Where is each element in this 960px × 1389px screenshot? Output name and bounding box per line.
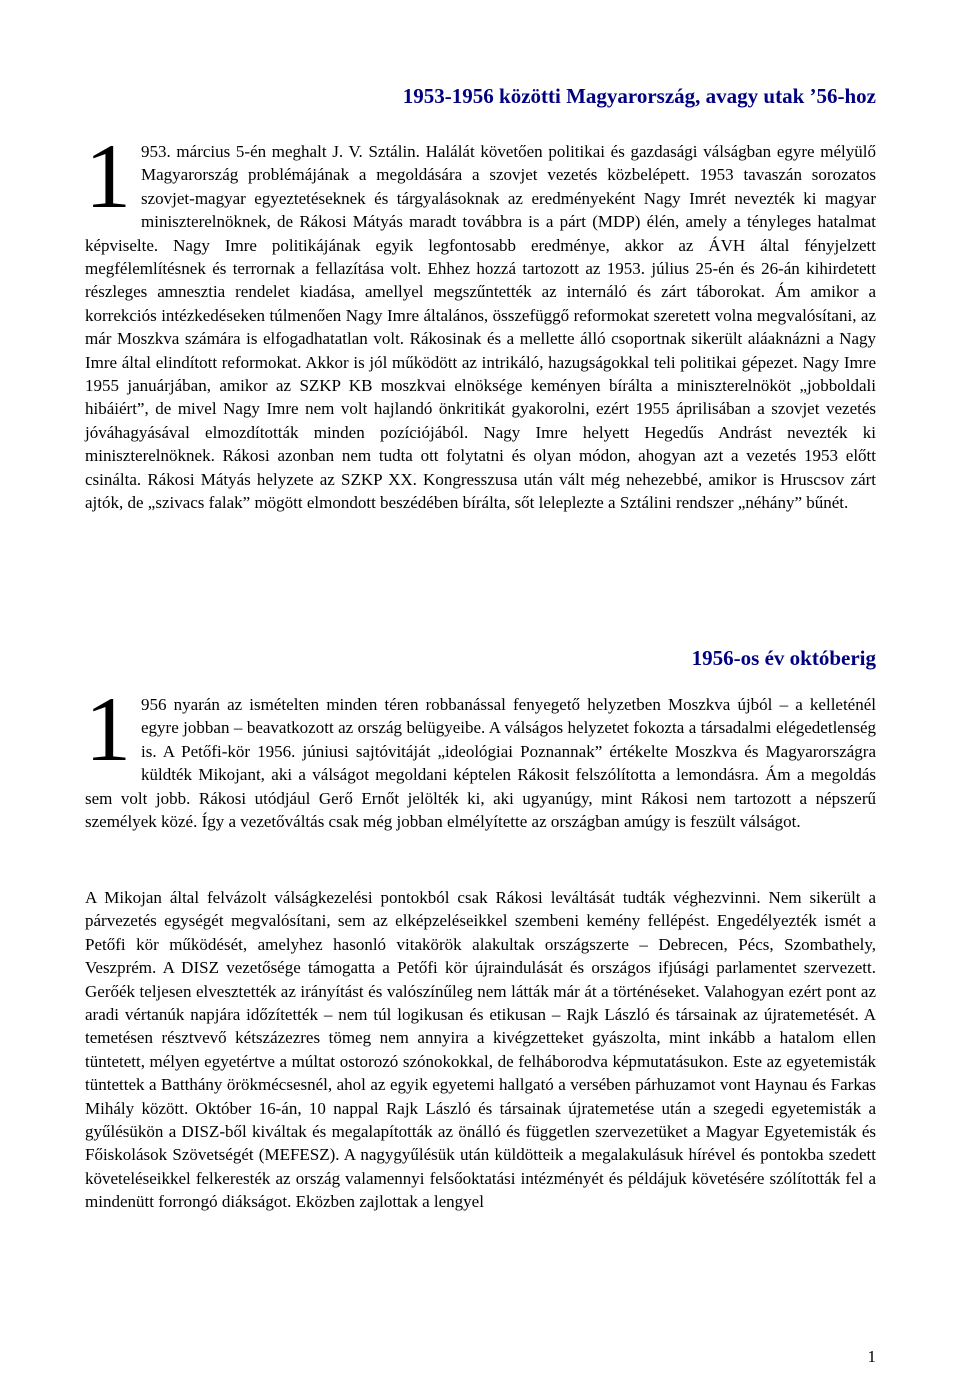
drop-cap: 1 <box>85 125 131 227</box>
section-2-paragraph <box>85 678 876 833</box>
page-title: 1953-1956 közötti Magyarország, avagy utak ’56-hoz <box>402 84 876 108</box>
page-number: 1 <box>867 1347 876 1366</box>
section-2-text: 956 nyarán az ismételten minden téren robbanással fenyegető helyzetben Moszkva újból – a kelleténél egyre jobban – beavatkozott az ország belügyeibe. A válságos helyzetet fokozta a társadalmi elégedetlenség is. A Petőfi-kör 1956. júniusi sajtóvitáját „ideológiai Poznannak” értékelte Moszkva és Magyarországra küldték Mikojant, aki a válságot megoldani képtelen Rákosit felszólította a lemondásra. Ám a megoldás sem volt jobb. Rákosi utódjául Gerő Ernőt jelölték ki, aki ugyanúgy, mint Rákosi nem tartozott a népszerű személyek közé. Így a vezetőváltás csak még jobban elmélyítette az országban amúgy is feszült válságot. <box>85 695 876 832</box>
section-2-heading: 1956-os év októberig <box>691 646 876 670</box>
drop-cap: 1 <box>85 678 131 780</box>
section-2-text-2: A Mikojan által felvázolt válságkezelési pontokból csak Rákosi leváltását tudták véghezvinni. Nem sikerült a párvezetés egységét megvalósítani, sem az elképzeléseikkel szembeni kemény fellépést. Engedélyezték ismét a Petőfi kör működését, amelyhez hasonló vitakörök alakultak országszerte – Debrecen, Pécs, Szombathely, Veszprém. A DISZ vezetősége támogatta a Petőfi kör újraindulását és országos ifjúsági parlamentet szervezett. Gerőék teljesen elvesztették az irányítást és valószínűleg nem látták már át a történéseket. Valahogyan ezért pont az aradi vértanúk napjára időzítették – nem túl logikusan és etikusan – Rajk László és társainak az újratemetését. A temetésen résztvevő kétszázezres tömeg nem annyira a kivégzetteket gyászolta, mint inkább a hatalom ellen tüntetett, mélyen egyetértve a múltat ostorozó szónokokkal, de felháborodva képmutatásukon. Este az egyetemisták tüntettek a Batthány örökmécsesnél, ahol az egyik egyetemi hallgató a versében párhuzamot vont Haynau és Farkas Mihály között. Október 16-án, 10 nappal Rajk László és társainak újratemetése után a szegedi egyetemisták a gyűlésükön a DISZ-ből kiváltak és megalapították az önálló és független szervezetüket a Magyar Egyetemisták és Főiskolások Szövetségét (MEFESZ). A nagygyűlésük után küldötteik a megalakulásuk hírével és pontokba szedett követeléseikkel felkeresték az ország valamennyi felsőoktatási intézményét és példájuk követésére szólították fel a mindenütt forrongó diákságot. Eközben zajlottak a lengyel <box>85 888 876 1212</box>
section-1-text: 953. március 5-én meghalt J. V. Sztálin. Halálát követően politikai és gazdasági válságban egyre mélyülő Magyarország problémájának a megoldására a szovjet vezetés közbelépett. 1953 tavaszán sorozatos szovjet-magyar egyeztetéseknek és tárgyalásoknak az eredményeként Nagy Imrét nevezték ki magyar miniszterelnöknek, de Rákosi Mátyás maradt továbbra is a párt (MDP) élén, amely a tényleges hatalmat képviselte. Nagy Imre politikájának egyik legfontosabb eredménye, akkor az ÁVH által fényjelzett megfélemlítésnek és terrornak a fellazítása volt. Ehhez hozzá tartozott az 1953. július 25-én és 26-án kihirdetett részleges amnesztia rendelet kiadása, amellyel megszűntették az internáló és zárt táborokat. Ám amikor a korrekciós intézkedéseken túlmenően Nagy Imre általános, összefüggő reformokat szeretett volna megvalósítani, az már Moszkva számára is elfogadhatatlan volt. Rákosinak és a mellette álló csoportnak sikerült aláaknázni a Nagy Imre által elindított reformokat. Akkor is jól működött az intrikáló, hazugságokkal teli politikai gépezet. Nagy Imre 1955 januárjában, amikor az SZKP KB moszkvai elnöksége keményen bírálta a miniszterelnököt „jobboldali hibáiért”, de mivel Nagy Imre nem volt hajlandó önkritikát gyakorolni, ezért 1955 áprilisában a szovjet vezetés jóváhagyásával elmozdították minden pozíciójából. Nagy Imre helyett Hegedűs Andrást nevezték ki miniszterelnöknek. Rákosi azonban nem tudta ott folytatni és olyan módon, ahogyan azt a vezetés 1953 előtt csinálta. Rákosi Mátyás helyzete az SZKP XX. Kongresszusa után vált még nehezebbé, amikor is Hruscsov zárt ajtók, de „szivacs falak” mögött elmondott beszédében bírálta, sőt leleplezte a Sztálini rendszer „néhány” bűnét. <box>85 142 876 513</box>
section-1-paragraph <box>85 125 876 515</box>
section-2-paragraph-2 <box>85 886 876 1214</box>
